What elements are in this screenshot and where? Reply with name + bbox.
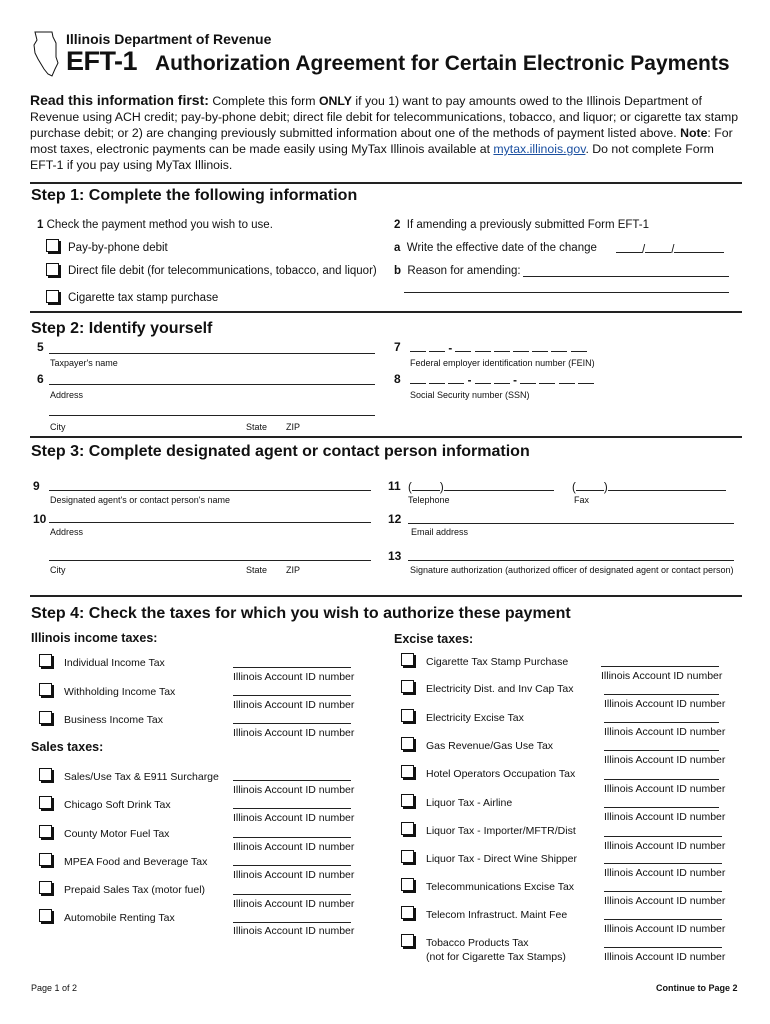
state-label: State <box>246 422 268 432</box>
qb-label <box>394 265 521 277</box>
field-number-5: 5 <box>37 340 44 354</box>
sales-taxes-heading: Sales taxes: <box>31 740 104 754</box>
tax-label: MPEA Food and Beverage Tax <box>64 856 208 868</box>
tax-label: Telecommunications Excise Tax <box>426 881 575 893</box>
agent-address-label: Address <box>50 527 84 537</box>
field-number-12: 12 <box>388 512 402 526</box>
ssn-field[interactable] <box>410 373 594 387</box>
tax-label: Liquor Tax - Airline <box>426 797 513 809</box>
tax-checkbox[interactable] <box>39 881 52 894</box>
note-label: Note <box>680 126 708 140</box>
step2-heading: Step 2: Identify yourself <box>31 320 213 337</box>
field-number-9: 9 <box>33 479 40 493</box>
tax-checkbox[interactable] <box>39 768 52 781</box>
tax-checkbox[interactable] <box>401 934 414 947</box>
signature-label: Signature authorization (authorized officer of designated agent or contact person) <box>410 565 734 575</box>
tel-paren-open: ( <box>408 482 412 494</box>
intro-only: ONLY <box>318 94 352 108</box>
ssn-label: Social Security number (SSN) <box>410 390 530 400</box>
tax-label: Individual Income Tax <box>64 657 165 669</box>
account-id-label: Illinois Account ID number <box>233 812 355 824</box>
telephone-field[interactable] <box>408 480 554 494</box>
taxpayer-name-label: Taxpayer's name <box>50 358 118 368</box>
excise-taxes-heading: Excise taxes: <box>394 632 474 646</box>
tax-label: Prepaid Sales Tax (motor fuel) <box>64 884 206 896</box>
account-id-label: Illinois Account ID number <box>604 923 726 935</box>
account-id-label: Illinois Account ID number <box>233 841 355 853</box>
account-id-field[interactable] <box>604 836 722 837</box>
step1-heading: Step 1: Complete the following information <box>31 187 358 204</box>
account-id-field[interactable] <box>604 779 719 780</box>
tax-label: Automobile Renting Tax <box>64 912 175 924</box>
account-id-field[interactable] <box>233 723 351 724</box>
telephone-label: Telephone <box>408 495 450 505</box>
account-id-label: Illinois Account ID number <box>604 698 726 710</box>
step4-heading: Step 4: Check the taxes for which you wish to authorize these payment <box>31 605 571 622</box>
tax-checkbox[interactable] <box>39 909 52 922</box>
field-number-10: 10 <box>33 512 47 526</box>
qa-letter: a <box>394 242 401 254</box>
tax-checkbox[interactable] <box>39 654 52 667</box>
tax-label: Gas Revenue/Gas Use Tax <box>426 740 554 752</box>
account-id-label: Illinois Account ID number <box>233 925 355 937</box>
account-id-label: Illinois Account ID number <box>604 783 726 795</box>
tax-label: County Motor Fuel Tax <box>64 828 170 840</box>
department-name: Illinois Department of Revenue <box>66 31 272 47</box>
tax-label: Liquor Tax - Direct Wine Shipper <box>426 853 577 865</box>
tax-checkbox[interactable] <box>401 737 414 750</box>
account-id-label: Illinois Account ID number <box>233 898 355 910</box>
account-id-label: Illinois Account ID number <box>233 869 355 881</box>
taxpayer-name-field[interactable] <box>49 353 375 354</box>
tax-checkbox[interactable] <box>401 822 414 835</box>
income-taxes-heading: Illinois income taxes: <box>31 631 158 645</box>
tax-label: Hotel Operators Occupation Tax <box>426 768 576 780</box>
fax-label: Fax <box>574 495 590 505</box>
address-field[interactable] <box>49 384 375 385</box>
tax-label: Electricity Dist. and Inv Cap Tax <box>426 683 574 695</box>
tax-label: Tobacco Products Tax <box>426 937 529 949</box>
account-id-label: Illinois Account ID number <box>233 784 355 796</box>
agent-city-state-zip-field[interactable] <box>49 560 371 561</box>
tax-checkbox[interactable] <box>39 796 52 809</box>
email-field[interactable] <box>408 523 734 524</box>
fax-paren-open: ( <box>572 482 576 494</box>
field-number-13: 13 <box>388 549 402 563</box>
date-slash-1: / <box>642 244 646 256</box>
account-id-field[interactable] <box>233 894 351 895</box>
tax-checkbox[interactable] <box>39 825 52 838</box>
method-checkbox-cigarette[interactable] <box>46 290 59 303</box>
account-id-field[interactable] <box>233 922 351 923</box>
fein-field[interactable] <box>410 341 587 355</box>
fein-label: Federal employer identification number (FEIN) <box>410 358 595 368</box>
q2-text: If amending a previously submitted Form EFT-1 <box>406 219 650 231</box>
field-number-11: 11 <box>388 479 401 493</box>
account-id-field[interactable] <box>604 807 719 808</box>
qa-label <box>394 242 597 254</box>
tax-label: Chicago Soft Drink Tax <box>64 799 171 811</box>
account-id-label: Illinois Account ID number <box>601 670 723 682</box>
fein-dash: - <box>448 343 453 355</box>
account-id-field[interactable] <box>233 695 351 696</box>
tax-checkbox[interactable] <box>401 709 414 722</box>
fax-field[interactable] <box>572 480 726 494</box>
method-label-cigarette: Cigarette tax stamp purchase <box>68 292 219 304</box>
address-label: Address <box>50 390 84 400</box>
account-id-field[interactable] <box>601 666 719 667</box>
qa-text: Write the effective date of the change <box>406 242 597 254</box>
mytax-link[interactable]: mytax.illinois.gov <box>493 142 586 156</box>
q1-number: 1 <box>37 219 44 231</box>
account-id-label: Illinois Account ID number <box>604 951 726 963</box>
divider <box>30 595 742 597</box>
method-label-phone: Pay-by-phone debit <box>68 242 168 254</box>
continue-text: Continue to Page 2 <box>656 983 738 993</box>
account-id-label: Illinois Account ID number <box>604 811 726 823</box>
account-id-label: Illinois Account ID number <box>604 895 726 907</box>
intro-paragraph <box>30 92 742 173</box>
tax-checkbox[interactable] <box>39 711 52 724</box>
tobacco-note: (not for Cigarette Tax Stamps) <box>426 951 566 963</box>
divider <box>30 311 742 313</box>
account-id-label: Illinois Account ID number <box>233 727 355 739</box>
agent-address-field[interactable] <box>49 522 371 523</box>
agent-name-label: Designated agent's or contact person's name <box>50 495 231 505</box>
tax-checkbox[interactable] <box>401 653 414 666</box>
account-id-label: Illinois Account ID number <box>233 699 355 711</box>
agent-state-label: State <box>246 565 268 575</box>
note-text: : For most taxes, electronic payments can be made easily using MyTax Illinois available at <box>30 126 733 156</box>
tax-checkbox[interactable] <box>401 765 414 778</box>
email-label: Email address <box>411 527 469 537</box>
account-id-label: Illinois Account ID number <box>604 726 726 738</box>
q2-number: 2 <box>394 219 401 231</box>
page-number: Page 1 of 2 <box>31 983 78 993</box>
account-id-label: Illinois Account ID number <box>604 840 726 852</box>
tax-checkbox[interactable] <box>401 680 414 693</box>
account-id-field[interactable] <box>604 919 722 920</box>
tax-label: Sales/Use Tax & E911 Surcharge <box>64 771 219 783</box>
account-id-field[interactable] <box>233 780 351 781</box>
tax-checkbox[interactable] <box>401 850 414 863</box>
account-id-field[interactable] <box>604 750 719 751</box>
tax-label: Withholding Income Tax <box>64 686 176 698</box>
reason-field-line-1[interactable] <box>523 276 729 277</box>
tax-label: Liquor Tax - Importer/MFTR/Dist <box>426 825 576 837</box>
field-number-8: 8 <box>394 372 401 386</box>
method-label-directfile: Direct file debit (for telecommunications, tobacco, and liquor) <box>68 265 377 277</box>
method-checkbox-phone[interactable] <box>46 239 59 252</box>
agent-city-label: City <box>50 565 66 575</box>
q1-label <box>37 219 273 231</box>
tax-label: Cigarette Tax Stamp Purchase <box>426 656 569 668</box>
account-id-field[interactable] <box>604 694 719 695</box>
effective-date-field[interactable] <box>616 242 724 256</box>
account-id-field[interactable] <box>604 722 719 723</box>
intro-lead: Read this information first: <box>30 92 209 108</box>
date-slash-2: / <box>671 244 675 256</box>
account-id-label: Illinois Account ID number <box>604 754 726 766</box>
reason-field-line-2[interactable] <box>404 292 729 293</box>
ssn-dash-1: - <box>467 375 472 387</box>
intro-text-1: Complete this form <box>208 94 319 108</box>
ssn-dash-2: - <box>513 375 517 387</box>
account-id-field[interactable] <box>604 947 722 948</box>
note-end: . Do not complete Form EFT-1 if you pay using MyTax Illinois. <box>30 142 714 172</box>
account-id-field[interactable] <box>604 863 722 864</box>
step3-heading: Step 3: Complete designated agent or contact person information <box>31 443 530 460</box>
account-id-field[interactable] <box>233 808 351 809</box>
q1-text: Check the payment method you wish to use. <box>46 219 273 231</box>
method-checkbox-directfile[interactable] <box>46 263 59 276</box>
city-state-zip-field[interactable] <box>49 415 375 416</box>
zip-label: ZIP <box>286 422 301 432</box>
tax-checkbox[interactable] <box>401 906 414 919</box>
form-title: Authorization Agreement for Certain Electronic Payments <box>155 52 730 75</box>
account-id-field[interactable] <box>233 667 351 668</box>
intro-text-2: if you 1) want to pay amounts owed to the Illinois Department of Revenue using ACH credit; pay-by-phone debit; direct file debit for telecommunications, tobacco, and liquor; or cigarette tax stamp purchase debit; or 2) are changing previously submitted information about one of the methods of payment listed above. <box>30 94 739 140</box>
tel-paren-close: ) <box>439 482 444 494</box>
account-id-field[interactable] <box>604 891 722 892</box>
tax-checkbox[interactable] <box>401 794 414 807</box>
agent-name-field[interactable] <box>49 490 371 491</box>
qb-text: Reason for amending: <box>407 265 521 277</box>
account-id-label: Illinois Account ID number <box>604 867 726 879</box>
form-code: EFT-1 <box>66 46 138 76</box>
fax-paren-close: ) <box>603 482 608 494</box>
field-number-6: 6 <box>37 372 44 386</box>
q2-label <box>394 219 649 231</box>
divider <box>30 436 742 438</box>
tax-checkbox[interactable] <box>39 853 52 866</box>
tax-label: Business Income Tax <box>64 714 164 726</box>
field-number-7: 7 <box>394 340 401 354</box>
account-id-field[interactable] <box>233 837 351 838</box>
qb-letter: b <box>394 265 402 277</box>
signature-field[interactable] <box>408 560 734 561</box>
divider <box>30 182 742 184</box>
illinois-map-icon <box>32 31 60 77</box>
account-id-field[interactable] <box>233 865 351 866</box>
tax-label: Electricity Excise Tax <box>426 712 524 724</box>
tax-label: Telecom Infrastruct. Maint Fee <box>426 909 568 921</box>
tax-checkbox[interactable] <box>401 878 414 891</box>
account-id-label: Illinois Account ID number <box>233 671 355 683</box>
tax-checkbox[interactable] <box>39 683 52 696</box>
city-label: City <box>50 422 66 432</box>
agent-zip-label: ZIP <box>286 565 301 575</box>
